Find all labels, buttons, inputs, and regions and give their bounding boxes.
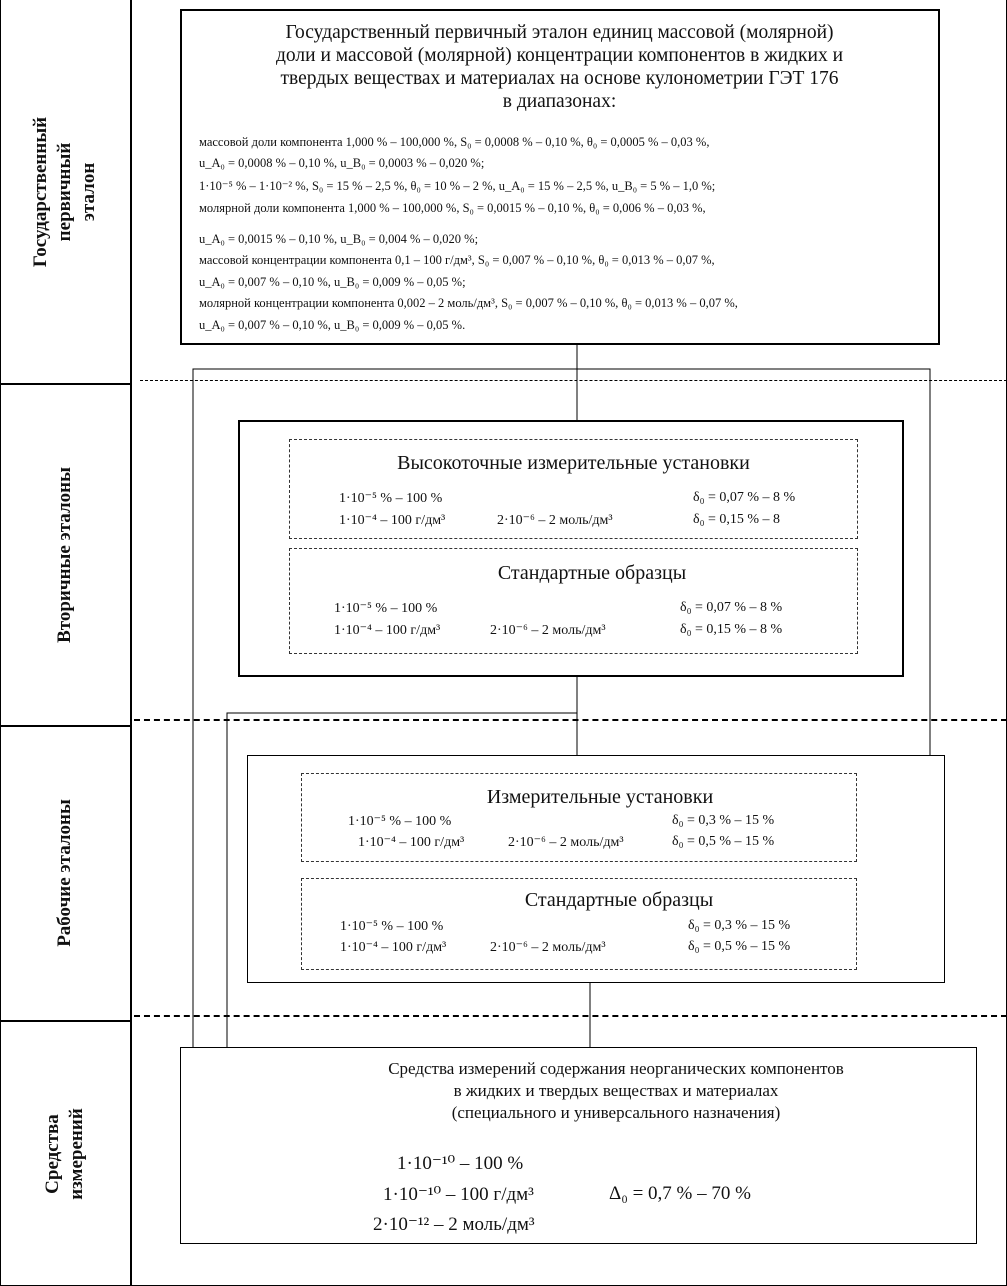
range-mass-conc: 1·10⁻⁴ – 100 г/дм³ [358,835,465,850]
range-line: 1·10⁻⁵ % – 1·10⁻² %, S₀ = 15 % – 2,5 %, θ₀ = 10 % – 2 %, u_A₀ = 15 % – 2,5 %, u_B₀ = 5 % – 1,0 %; [199,179,716,193]
primary-standard-title [182,21,937,113]
range-molar-conc: 2·10⁻⁶ – 2 моль/дм³ [497,513,613,528]
title-line: в жидких и твердых веществах и материалах [453,1081,779,1100]
primary-standard-box [180,9,940,345]
title-line: твердых веществах и материалах на основе кулонометрии ГЭТ 176 [280,68,839,89]
level-separator-2 [134,719,1007,721]
instruments-box [180,1047,977,1244]
installations-title: Высокоточные измерительные установки [397,452,750,474]
working-samples-box [301,878,857,970]
range-percent: 1·10⁻⁵ % – 100 % [339,491,443,506]
level-separator-1 [140,380,1007,381]
accuracy-1: δ₀ = 0,3 % – 15 % [688,918,791,933]
accuracy-2: δ₀ = 0,5 % – 15 % [688,939,791,954]
title-line: Средства измерений содержания неорганических компонентов [388,1059,844,1078]
sidebar-divider [130,0,132,1286]
accuracy: Δ₀ = 0,7 % – 70 % [609,1183,751,1204]
range-mass-conc: 1·10⁻⁴ – 100 г/дм³ [334,623,441,638]
range-percent: 1·10⁻⁵ % – 100 % [348,814,452,829]
working-installations-box [301,773,857,862]
range-percent: 1·10⁻⁵ % – 100 % [334,601,438,616]
accuracy-2: δ₀ = 0,15 % – 8 [693,512,781,527]
accuracy-1: δ₀ = 0,07 % – 8 % [680,600,783,615]
range-molar-conc: 2·10⁻⁶ – 2 моль/дм³ [508,835,624,850]
range-line: u_A₀ = 0,0008 % – 0,10 %, u_B₀ = 0,0003 % – 0,020 %; [199,156,485,170]
range-line: u_A₀ = 0,0015 % – 0,10 %, u_B₀ = 0,004 % – 0,020 %; [199,232,479,246]
sidebar-label-instruments: Средства измерений [42,1107,87,1200]
samples-title: Стандартные образцы [524,889,714,911]
title-line: (специального и универсального назначения) [451,1103,781,1122]
range-molar-conc: 2·10⁻⁶ – 2 моль/дм³ [490,940,606,955]
range-percent: 1·10⁻⁵ % – 100 % [340,919,444,934]
range-line: массовой доли компонента 1,000 % – 100,000 %, S₀ = 0,0008 % – 0,10 %, θ₀ = 0,0005 % – 0,03 %, [199,135,710,149]
range-mass-conc: 1·10⁻¹⁰ – 100 г/дм³ [383,1184,534,1205]
accuracy-1: δ₀ = 0,07 % – 8 % [693,490,796,505]
range-line: u_A₀ = 0,007 % – 0,10 %, u_B₀ = 0,009 % – 0,05 %; [199,275,466,289]
sidebar-label-working: Рабочие эталоны [54,799,75,947]
installations-title: Измерительные установки [486,786,714,808]
samples-title: Стандартные образцы [497,562,687,584]
title-line: Государственный первичный эталон единиц массовой (молярной) [285,22,834,43]
secondary-samples-box [289,548,858,654]
level-separator-3 [134,1015,1007,1017]
accuracy-2: δ₀ = 0,15 % – 8 % [680,622,783,637]
accuracy-2: δ₀ = 0,5 % – 15 % [672,834,775,849]
title-line: в диапазонах: [502,91,617,112]
range-line: массовой концентрации компонента 0,1 – 100 г/дм³, S₀ = 0,007 % – 0,10 %, θ₀ = 0,013 % – 0,07 %, [199,253,715,267]
range-mass-conc: 1·10⁻⁴ – 100 г/дм³ [339,513,446,528]
range-percent: 1·10⁻¹⁰ – 100 % [397,1153,524,1174]
range-molar-conc: 2·10⁻¹² – 2 моль/дм³ [373,1214,535,1235]
range-molar-conc: 2·10⁻⁶ – 2 моль/дм³ [490,623,606,638]
secondary-installations-box [289,439,858,539]
sidebar-label-primary: Государственный первичный эталон [30,116,99,267]
range-mass-conc: 1·10⁻⁴ – 100 г/дм³ [340,940,447,955]
title-line: доли и массовой (молярной) концентрации компонентов в жидких и [275,45,844,66]
range-line: u_A₀ = 0,007 % – 0,10 %, u_B₀ = 0,009 % – 0,05 %. [199,318,466,332]
range-line: молярной доли компонента 1,000 % – 100,000 %, S₀ = 0,0015 % – 0,10 %, θ₀ = 0,006 % – 0,03 %, [199,201,706,215]
sidebar-label-secondary: Вторичные эталоны [54,466,75,643]
accuracy-1: δ₀ = 0,3 % – 15 % [672,813,775,828]
instruments-title [181,1058,1007,1124]
range-line: молярной концентрации компонента 0,002 – 2 моль/дм³, S₀ = 0,007 % – 0,10 %, θ₀ = 0,013 % – 0,07 %, [199,296,738,310]
